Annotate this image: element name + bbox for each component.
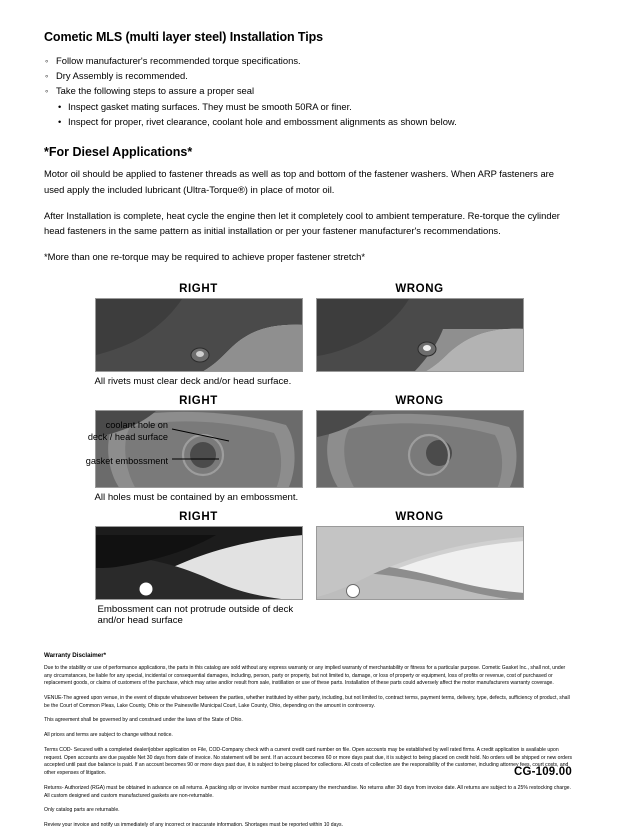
- warranty-paragraph: Terms COD- Secured with a completed dealer/jobber application on File, COD-Company check with a current credit card number on file. Open accounts may be established by well rated firms. A credit application is available upon request. Open accounts are due payable Net 30 days from date of invoice. No statement will be sent. If an account becomes 60 or more days past due, it is subject to being placed on credit hold. No orders will be shipped or new orders accepted until past due balance is paid. If an account becomes 90 or more days past due, it is subject to being placed for collections. All costs of collection are the responsibility of the customer, including attorney fees, court costs, and other expenses of litigation.: [44, 746, 573, 777]
- figure-caption-embossment-wrap: [92, 604, 527, 626]
- figure-image-rivets-right: [95, 298, 303, 372]
- diesel-paragraph-3: *More than one re-torque may be required to achieve proper fastener stretch*: [44, 251, 366, 263]
- figure-image-embossment-right: [95, 526, 303, 600]
- list-item: • Inspect for proper, rivet clearance, coolant hole and embossment alignments as shown below.: [58, 114, 574, 129]
- figure-rivets: [44, 283, 574, 387]
- coolant-hole-incorrect-illustration: [317, 411, 524, 488]
- installation-tips-list: [44, 53, 574, 99]
- figure-rivets-wrong: [316, 283, 524, 372]
- figure-label-right: RIGHT: [179, 510, 218, 523]
- warranty-paragraph: Review your invoice and notify us immediately of any incorrect or inaccurate information. Shortages must be reported within 10 days.: [44, 822, 343, 829]
- coolant-hole-correct-illustration: [96, 411, 303, 488]
- warranty-paragraph: Returns- Authorized (RGA) must be obtained in advance on all returns. A packing slip or invoice number must accompany the merchandise. No returns after 30 days from invoice date. All returns are subject to a 25% restocking charge. All custom designed and custom manufactured gaskets are non-returnable.: [44, 784, 571, 799]
- embossment-correct-illustration: [96, 527, 303, 600]
- list-item: ◦ Take the following steps to assure a proper seal: [44, 83, 574, 98]
- installation-subtips-list: [44, 99, 574, 129]
- warranty-paragraph: VENUE-The agreed upon venue, in the event of dispute whatsoever between the parties, whether instituted by either party, including, but not limited to, contract terms, payment terms, delivery, type, defects, sufficiency of product, shall be the Court of Common Pleas, Lake County, Ohio or the Painesville Municipal Court, Lake County, Ohio, depending on the amount in controversy.: [44, 695, 570, 709]
- figure-embossment-right: [95, 511, 303, 600]
- page-title: Cometic MLS (multi layer steel) Installation Tips: [44, 30, 323, 44]
- diesel-paragraph-1: Motor oil should be applied to fastener threads as well as top and bottom of the fastener washers. When ARP fasteners are used apply the included lubricant (Ultra-Torque®) in place of motor oil.: [44, 168, 555, 195]
- figure-caption-embossment-line2: and/or head surface: [97, 614, 183, 626]
- callout-coolant-hole-line2: deck / head surface: [87, 432, 168, 443]
- figure-image-holes-wrong: [316, 410, 524, 488]
- list-item: ◦ Follow manufacturer's recommended torque specifications.: [44, 53, 574, 68]
- figure-holes-right: [95, 395, 303, 488]
- figure-label-wrong: WRONG: [395, 282, 444, 295]
- figure-caption-rivets: All rivets must clear deck and/or head surface.: [94, 375, 292, 387]
- figures-section: [44, 283, 574, 626]
- warranty-heading: Warranty Disclaimer*: [44, 651, 107, 659]
- figure-embossment: [44, 511, 574, 626]
- figure-holes-wrong: [316, 395, 524, 488]
- figure-label-right: RIGHT: [179, 394, 218, 407]
- warranty-paragraph: Due to the stability or use of performance applications, the parts in this catalog are sold without any express warranty or any implied warranty of merchantability or fitness for a particular purpose. Cometic Gasket Inc., shall not, under any circumstances, be liable for any special, incidental or consequential damages, including, person, party or property, but not limited to, damage, or loss of property or equipment, loss of profits or revenue, cost of purchased or replacement goods, or claims of customers of the purchase, which may arise and/or result from sale, instillation or use of these parts. Installation of these parts could adversely affect the motor manufacturers warranty coverage.: [44, 664, 566, 687]
- figure-embossment-wrong: [316, 511, 524, 600]
- figure-caption-holes: All holes must be contained by an embossment.: [94, 491, 299, 503]
- figure-image-rivets-wrong: [316, 298, 524, 372]
- figure-label-right: RIGHT: [179, 282, 218, 295]
- warranty-paragraph: Only catalog parts are returnable.: [44, 807, 120, 814]
- list-item: ◦ Dry Assembly is recommended.: [44, 68, 574, 83]
- diesel-section-heading: *For Diesel Applications*: [44, 145, 193, 160]
- callout-gasket-embossment: gasket embossment: [85, 455, 168, 466]
- figure-image-embossment-wrong: [316, 526, 524, 600]
- figure-rivets-right: [95, 283, 303, 372]
- warranty-paragraph: This agreement shall be governed by and construed under the laws of the State of Ohio.: [44, 717, 243, 724]
- warranty-section: [44, 652, 574, 830]
- rivet-clearance-incorrect-illustration: [317, 299, 524, 372]
- embossment-incorrect-illustration: [317, 527, 524, 600]
- diesel-paragraph-2: After Installation is complete, heat cycle the engine then let it completely cool to ambient temperature. Re-torque the cylinder head fasteners in the same pattern as initial installation or per your fastener manufacturer's recommendations.: [44, 209, 560, 237]
- figure-label-wrong: WRONG: [395, 510, 444, 523]
- callout-coolant-hole-line1: coolant hole on: [105, 419, 168, 430]
- list-item: • Inspect gasket mating surfaces. They must be smooth 50RA or finer.: [58, 99, 574, 114]
- rivet-clearance-correct-illustration: [96, 299, 303, 372]
- figure-holes: [44, 395, 574, 503]
- figure-label-wrong: WRONG: [395, 394, 444, 407]
- document-number: CG-109.00: [513, 766, 572, 778]
- figure-caption-embossment-line1: Embossment can not protrude outside of deck: [97, 603, 294, 615]
- figure-image-holes-right: [95, 410, 303, 488]
- warranty-paragraph: All prices and terms are subject to change without notice.: [44, 732, 173, 739]
